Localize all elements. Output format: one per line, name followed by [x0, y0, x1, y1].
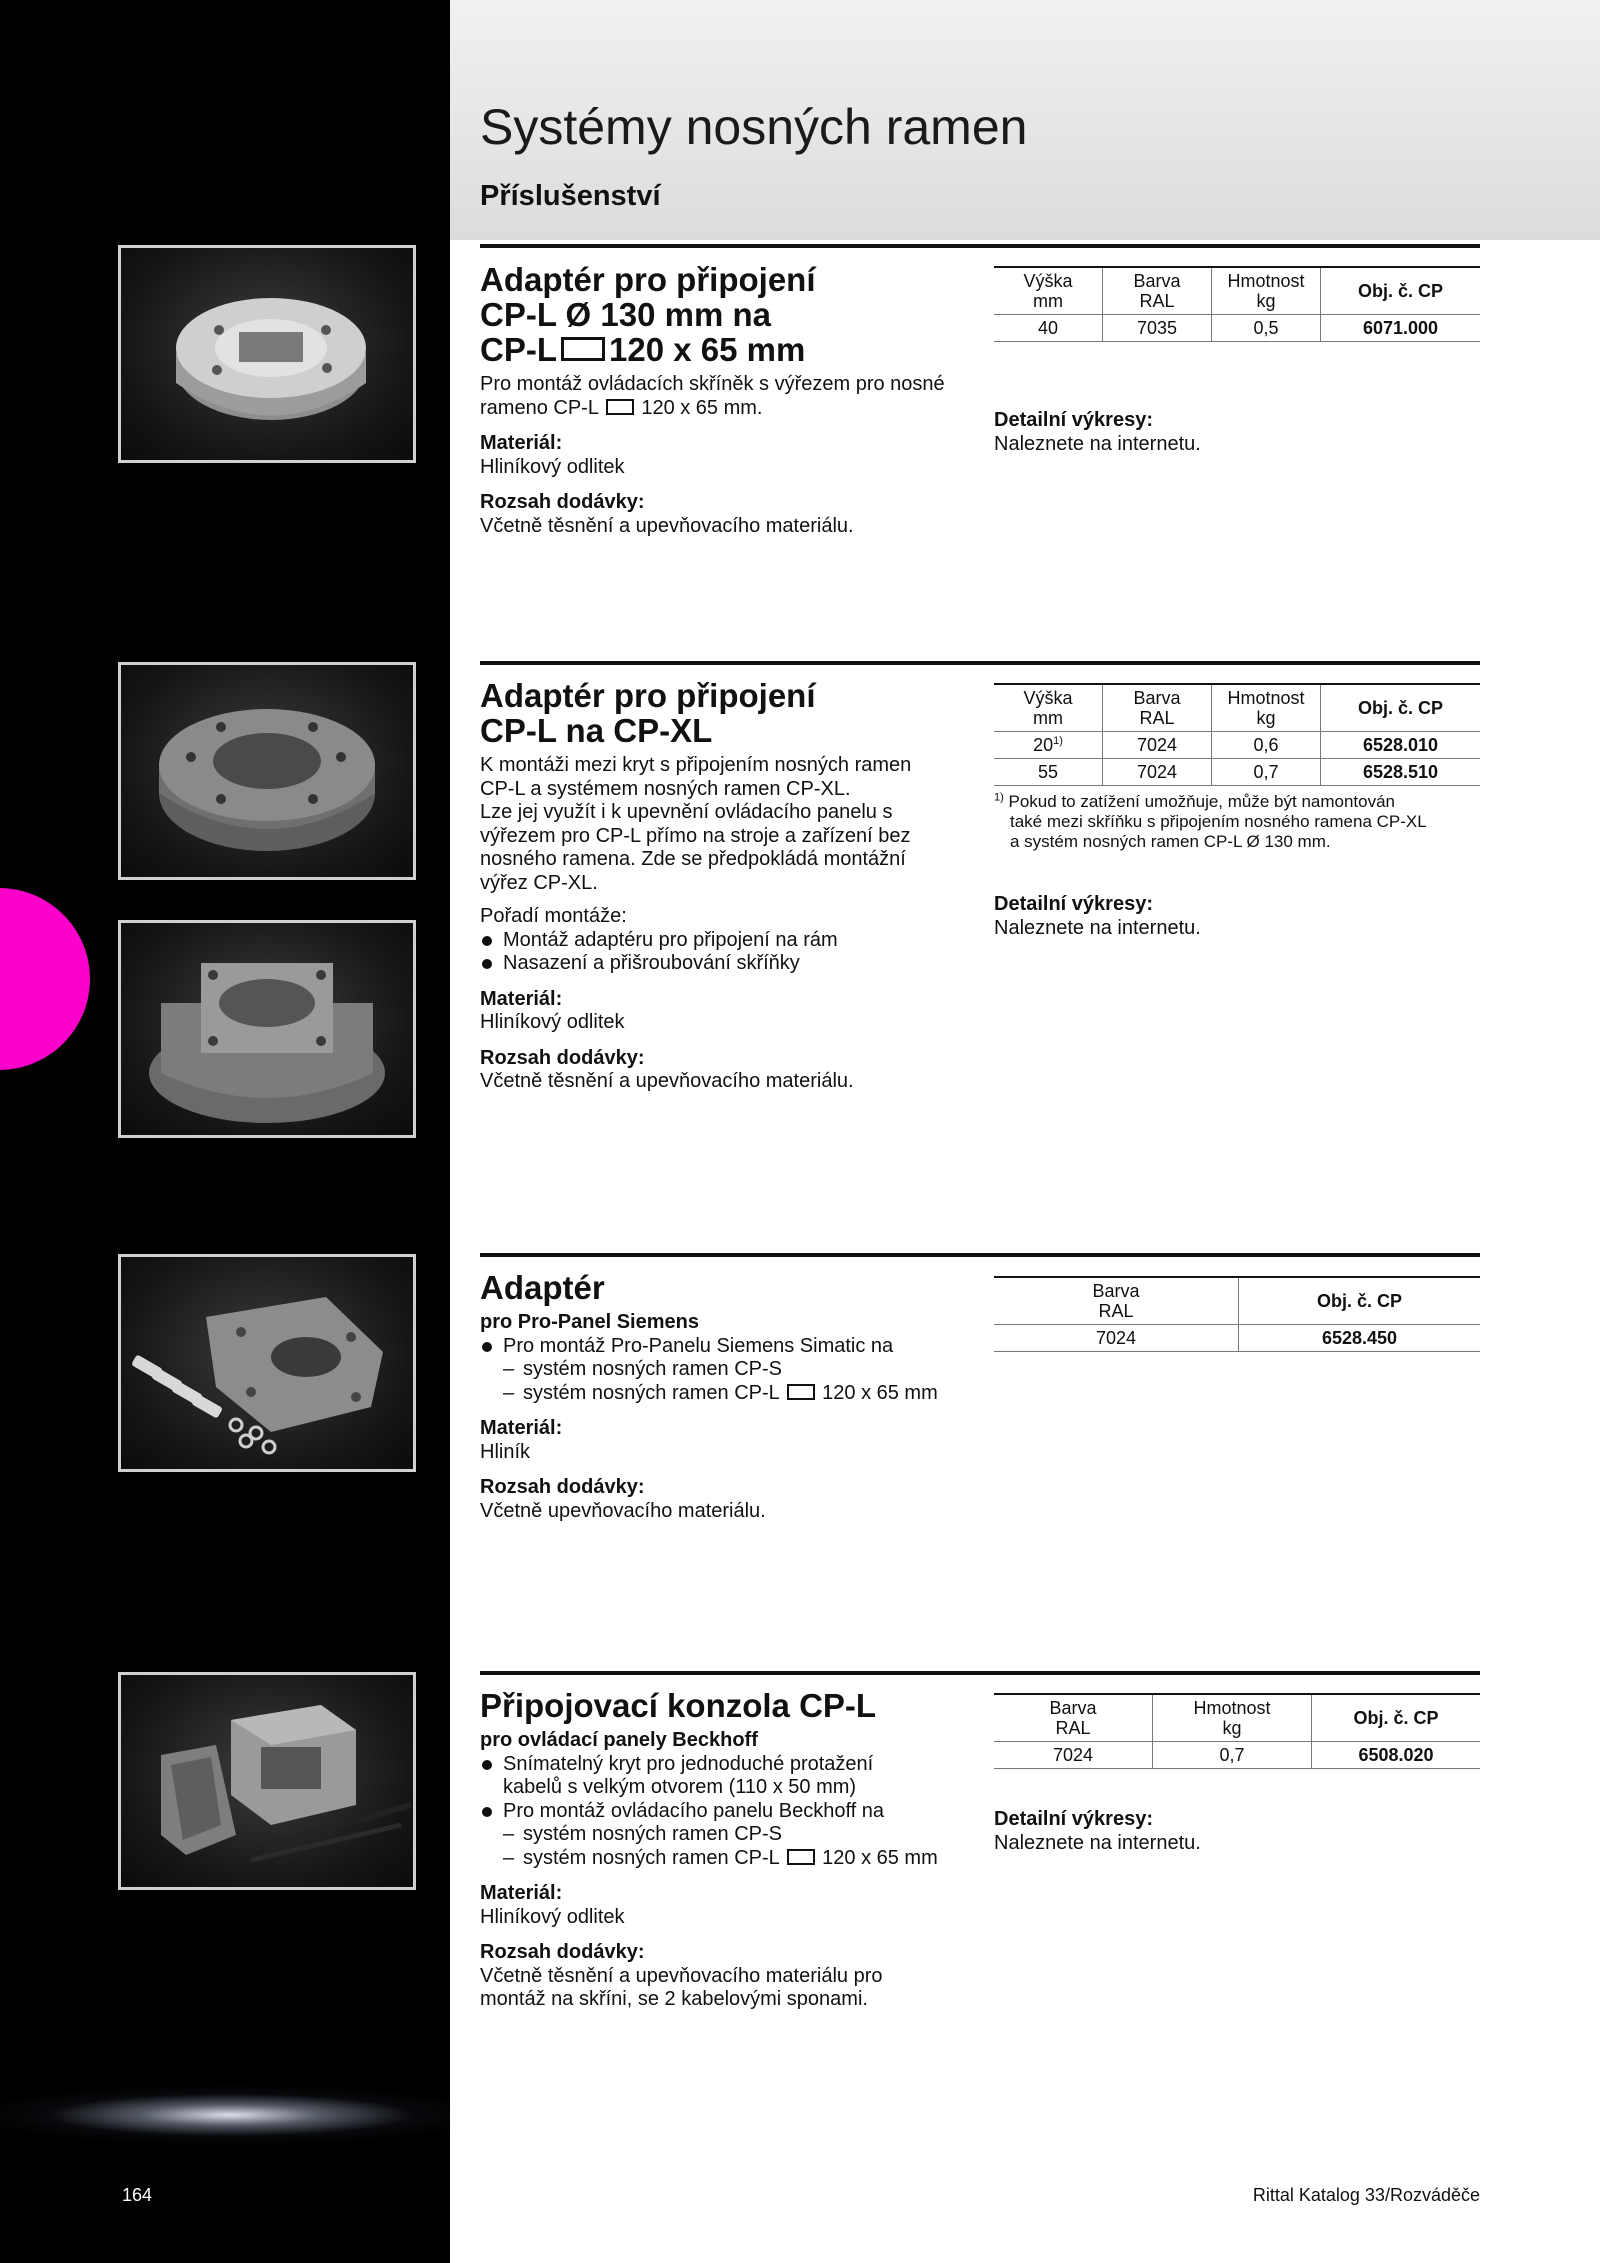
- product-1-scope-label: Rozsah dodávky:: [480, 491, 645, 513]
- page-number: 164: [122, 2185, 153, 2205]
- product-1-material-label: Materiál:: [480, 432, 563, 454]
- product-2-drawings: [994, 893, 1201, 940]
- header-text: Hmotnost: [1227, 688, 1305, 708]
- mounting-steps: [480, 929, 970, 976]
- product-4-scope-label: Rozsah dodávky:: [480, 1941, 645, 1963]
- rectangle-cutout-icon: [787, 1849, 815, 1865]
- header-text: Barva: [1133, 688, 1181, 708]
- page-subtitle: Příslušenství: [480, 180, 661, 212]
- table-row: [994, 732, 1480, 759]
- drawings-text: Naleznete na internetu.: [994, 1831, 1201, 1854]
- product-2-scope-label: Rozsah dodávky:: [480, 1046, 645, 1069]
- rectangle-cutout-icon: [787, 1384, 815, 1400]
- col-height: [994, 267, 1103, 315]
- desc-line: Lze jej využít i k upevnění ovládacího panelu s: [480, 801, 893, 823]
- header-unit: kg: [1256, 708, 1276, 728]
- footnote-text: Pokud to zatížení umožňuje, může být namontován: [1008, 792, 1396, 811]
- header-unit: kg: [1256, 291, 1276, 311]
- header-text: Hmotnost: [1227, 271, 1305, 291]
- list-item: Montáž adaptéru pro připojení na rám: [480, 929, 970, 953]
- header-unit: RAL: [1139, 708, 1175, 728]
- col-order-number: Obj. č. CP: [1239, 1277, 1481, 1325]
- cell-weight: 0,6: [1212, 732, 1321, 759]
- cell-height-value: 20: [1033, 735, 1054, 755]
- desc-line: K montáži mezi kryt s připojením nosných ramen: [480, 754, 912, 776]
- list-item-line: kabelů s velkým otvorem (110 x 50 mm): [503, 1776, 857, 1798]
- product-1-table: [994, 266, 1480, 342]
- col-height: [994, 684, 1103, 732]
- product-1-scope: Včetně těsnění a upevňovacího materiálu.: [480, 514, 854, 537]
- list-item: Nasazení a přišroubování skříňky: [480, 952, 970, 976]
- product-2-footnote: [994, 792, 1474, 852]
- list-item-text: systém nosných ramen CP-L: [523, 1846, 780, 1869]
- product-2-title-line-1: Adaptér pro připojení: [480, 677, 816, 714]
- header-unit: RAL: [1139, 291, 1175, 311]
- catalog-name: Rittal Katalog 33/Rozváděče: [1252, 2185, 1480, 2205]
- section-rule-1: [480, 244, 1480, 248]
- product-1-title-prefix: CP-L: [480, 331, 557, 368]
- product-1-text: [480, 262, 970, 538]
- cell-height: 40: [994, 315, 1103, 342]
- product-3-material: Hliník: [480, 1440, 531, 1463]
- product-2-title: [480, 678, 970, 748]
- product-1-title-line-1: Adaptér pro připojení: [480, 261, 816, 298]
- table-header-row: [994, 1694, 1480, 1742]
- product-4-subtitle: pro ovládací panely Beckhoff: [480, 1729, 758, 1751]
- product-photo-adapter-cpl-130: [118, 245, 416, 463]
- product-1-title-line-2: CP-L Ø 130 mm na: [480, 296, 771, 333]
- header-unit: mm: [1033, 291, 1063, 311]
- product-4-bullets: [480, 1753, 970, 1824]
- product-3-text: [480, 1270, 970, 1523]
- product-4-scope-line-2: montáž na skříni, se 2 kabelovými sponami.: [480, 1988, 868, 2010]
- product-3-material-label: Materiál:: [480, 1417, 563, 1439]
- drawings-label: Detailní výkresy:: [994, 893, 1153, 915]
- cell-order-number: 6528.010: [1321, 732, 1481, 759]
- rectangle-cutout-icon: [561, 337, 605, 361]
- product-photo-adapter-siemens: [118, 1254, 416, 1472]
- table-row: [994, 759, 1480, 786]
- header-text: Výška: [1023, 688, 1073, 708]
- header-unit: mm: [1033, 708, 1063, 728]
- cell-order-number: 6508.020: [1312, 1742, 1481, 1769]
- product-1-material: Hliníkový odlitek: [480, 455, 625, 478]
- header-text: Hmotnost: [1193, 1698, 1271, 1718]
- table-row: [994, 1325, 1480, 1352]
- section-rule-2: [480, 661, 1480, 665]
- col-color: [1103, 267, 1212, 315]
- footnote-line-1: [994, 792, 1474, 812]
- header-text: Barva: [1092, 1281, 1140, 1301]
- cell-order-number: 6528.510: [1321, 759, 1481, 786]
- drawings-text: Naleznete na internetu.: [994, 916, 1201, 939]
- footnote-mark: 1): [994, 791, 1004, 804]
- header-text: Výška: [1023, 271, 1073, 291]
- product-2-title-line-2: CP-L na CP-XL: [480, 712, 713, 749]
- product-2-description: [480, 754, 970, 895]
- col-color: [1103, 684, 1212, 732]
- table-header-row: [994, 267, 1480, 315]
- cell-weight: 0,5: [1212, 315, 1321, 342]
- col-weight: [1212, 684, 1321, 732]
- product-1-desc-a: Pro montáž ovládacích skříněk s výřezem pro nosné rameno CP-L: [480, 373, 945, 419]
- product-4-text: [480, 1688, 970, 2012]
- col-weight: [1212, 267, 1321, 315]
- product-photo-console-beckhoff: [118, 1672, 416, 1890]
- product-1-title-line-3: [480, 332, 970, 367]
- table-header-row: [994, 684, 1480, 732]
- header-text: Barva: [1049, 1698, 1097, 1718]
- header-unit: kg: [1222, 1718, 1242, 1738]
- cell-color: 7035: [1103, 315, 1212, 342]
- rectangle-cutout-icon: [606, 399, 634, 415]
- footnote-line-3: a systém nosných ramen CP-L Ø 130 mm.: [1010, 832, 1331, 851]
- product-1-title-size: 120 x 65 mm: [609, 331, 806, 368]
- list-item-text: systém nosných ramen CP-L: [523, 1381, 780, 1404]
- list-item: Pro montáž ovládacího panelu Beckhoff na: [480, 1800, 970, 1824]
- product-2-material-label: Materiál:: [480, 987, 563, 1010]
- product-4-material: Hliníkový odlitek: [480, 1905, 625, 1928]
- product-photo-adapter-cpxl-bottom: [118, 920, 416, 1138]
- product-1-title: [480, 262, 970, 367]
- col-color: [994, 1694, 1153, 1742]
- product-2-text: [480, 678, 970, 1094]
- product-3-scope: Včetně upevňovacího materiálu.: [480, 1499, 766, 1522]
- product-photo-adapter-cpxl-top: [118, 662, 416, 880]
- product-4-material-label: Materiál:: [480, 1882, 563, 1904]
- product-3-dash-list: [480, 1358, 970, 1405]
- footnote-mark: 1): [1053, 735, 1063, 747]
- product-3-table: [994, 1276, 1480, 1352]
- product-2-scope: Včetně těsnění a upevňovacího materiálu.: [480, 1070, 854, 1092]
- header-text: Barva: [1133, 271, 1181, 291]
- table-header-row: [994, 1277, 1480, 1325]
- cell-height: 55: [994, 759, 1103, 786]
- cell-color: 7024: [1103, 732, 1212, 759]
- sidebar-light-glow: [0, 2060, 450, 2170]
- list-item: [480, 1847, 970, 1871]
- product-1-description: [480, 373, 970, 420]
- col-order-number: Obj. č. CP: [1321, 684, 1481, 732]
- table-row: [994, 1742, 1480, 1769]
- list-item-size: 120 x 65 mm: [822, 1381, 938, 1404]
- mounting-order-label: Pořadí montáže:: [480, 905, 627, 927]
- page-title: Systémy nosných ramen: [480, 99, 1028, 155]
- list-item: – systém nosných ramen CP-S: [480, 1823, 970, 1847]
- product-3-title: Adaptér: [480, 1269, 605, 1306]
- header-unit: RAL: [1055, 1718, 1091, 1738]
- list-item: [480, 1382, 970, 1406]
- product-4-scope-line-1: Včetně těsnění a upevňovacího materiálu pro: [480, 1964, 883, 1987]
- list-item: Pro montáž Pro-Panelu Siemens Simatic na: [480, 1335, 970, 1359]
- cell-weight: 0,7: [1212, 759, 1321, 786]
- product-4-title: Připojovací konzola CP-L: [480, 1687, 877, 1724]
- col-color: [994, 1277, 1239, 1325]
- table-row: [994, 315, 1480, 342]
- header-unit: RAL: [1098, 1301, 1134, 1321]
- cell-order-number: 6071.000: [1321, 315, 1481, 342]
- col-weight: [1153, 1694, 1312, 1742]
- list-item: [480, 1753, 970, 1800]
- cell-weight: 0,7: [1153, 1742, 1312, 1769]
- col-order-number: Obj. č. CP: [1321, 267, 1481, 315]
- cell-height: [994, 732, 1103, 759]
- cell-color: 7024: [994, 1325, 1239, 1352]
- cell-order-number: 6528.450: [1239, 1325, 1481, 1352]
- product-3-bullets: [480, 1335, 970, 1359]
- drawings-label: Detailní výkresy:: [994, 1808, 1153, 1830]
- drawings-text: Naleznete na internetu.: [994, 432, 1201, 455]
- desc-line: výřez CP-XL.: [480, 871, 598, 894]
- list-item: – systém nosných ramen CP-S: [480, 1358, 970, 1382]
- product-2-table: [994, 683, 1480, 786]
- product-1-drawings: [994, 409, 1201, 456]
- footnote-line-2: také mezi skříňku s připojením nosného ramena CP-XL: [1010, 812, 1427, 831]
- desc-line: CP-L a systémem nosných ramen CP-XL.: [480, 777, 851, 800]
- product-1-desc-b: 120 x 65 mm.: [641, 396, 763, 419]
- product-4-table: [994, 1693, 1480, 1769]
- section-rule-4: [480, 1671, 1480, 1675]
- list-item-line: Snímatelný kryt pro jednoduché protažení: [503, 1752, 874, 1775]
- product-4-drawings: [994, 1808, 1201, 1855]
- product-3-subtitle: pro Pro-Panel Siemens: [480, 1311, 699, 1333]
- cell-color: 7024: [994, 1742, 1153, 1769]
- drawings-label: Detailní výkresy:: [994, 409, 1153, 431]
- product-2-material: Hliníkový odlitek: [480, 1011, 625, 1033]
- cell-color: 7024: [1103, 759, 1212, 786]
- product-3-scope-label: Rozsah dodávky:: [480, 1476, 645, 1498]
- product-4-dash-list: [480, 1823, 970, 1870]
- section-rule-3: [480, 1253, 1480, 1257]
- list-item-size: 120 x 65 mm: [822, 1846, 938, 1869]
- desc-line: nosného ramena. Zde se předpokládá montážní: [480, 848, 906, 870]
- col-order-number: Obj. č. CP: [1312, 1694, 1481, 1742]
- desc-line: výřezem pro CP-L přímo na stroje a zařízení bez: [480, 824, 911, 847]
